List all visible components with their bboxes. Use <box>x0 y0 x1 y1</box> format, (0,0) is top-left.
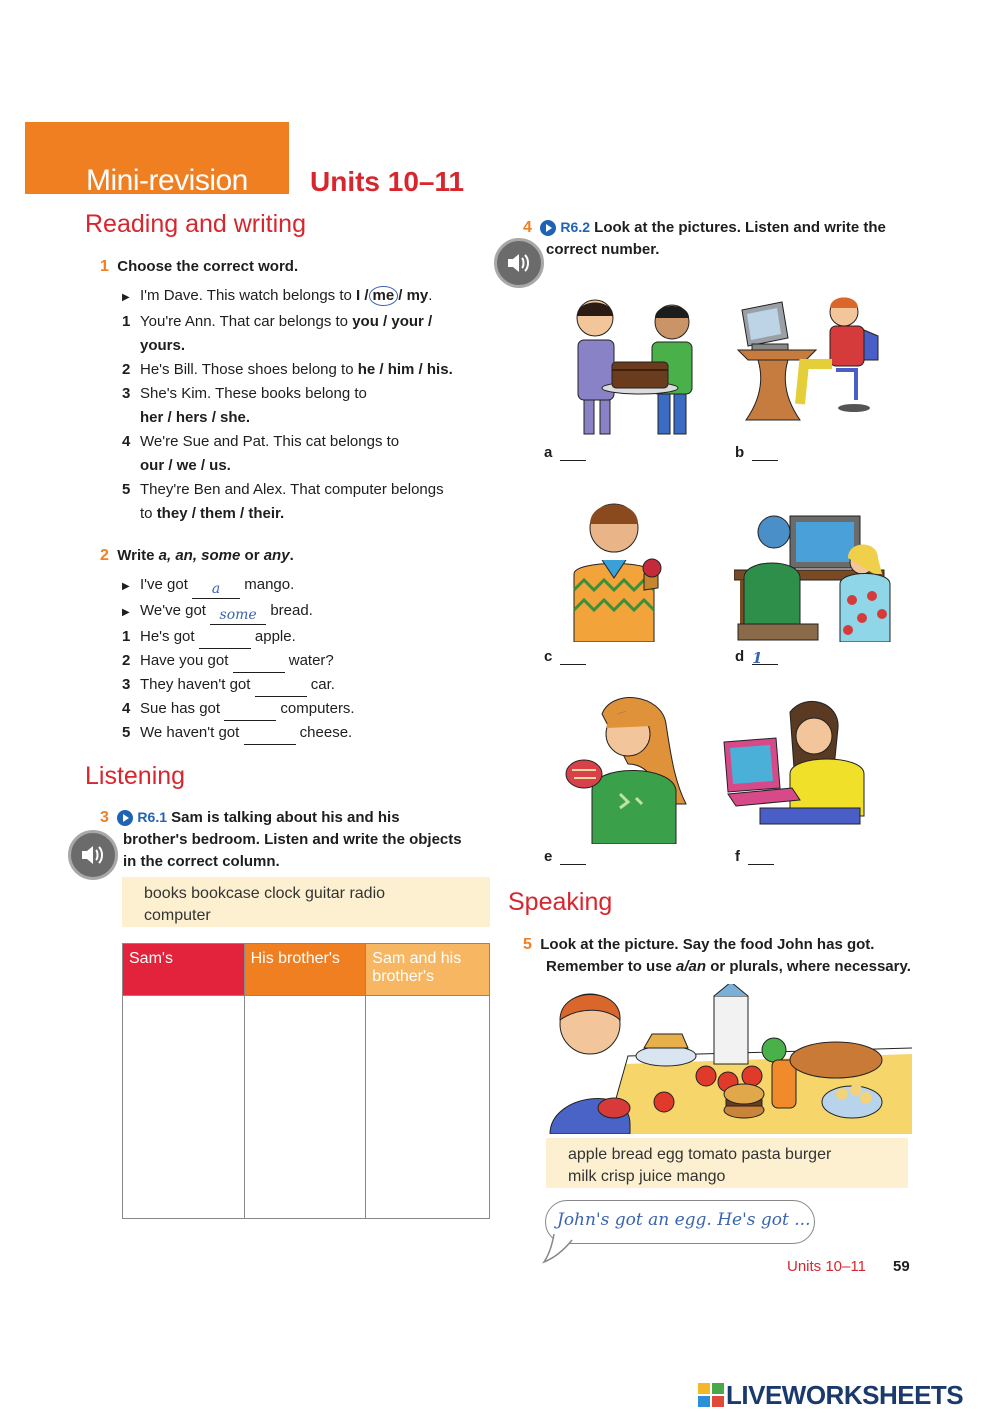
picture-e-answer-field[interactable] <box>560 851 586 865</box>
ex2-answer-example-2: some <box>210 607 266 625</box>
picture-a-label: a <box>544 444 586 461</box>
listening-heading: Listening <box>85 762 186 790</box>
ex2-example-1: ▶ I've got a mango. <box>122 576 295 597</box>
speech-bubble-tail <box>540 1234 580 1264</box>
column-header-both: Sam and his brother's <box>366 944 490 996</box>
liveworksheets-watermark[interactable]: LIVEWORKSHEETS <box>726 1380 964 1410</box>
ex1-instruction: Choose the correct word. <box>117 258 299 275</box>
column-sams-cell[interactable] <box>123 996 245 1219</box>
track-play-icon <box>117 810 133 826</box>
liveworksheets-logo-icon <box>698 1383 724 1407</box>
ex2-example-2: ▶ We've got some bread. <box>122 602 313 623</box>
exercise-2: 2 Write a, an, some or any. <box>100 547 294 564</box>
exercise-5: 5 Look at the picture. Say the food John has got. Remember to use a/an or plurals, where necessary. <box>523 936 911 975</box>
ex1-item-5: 5 They're Ben and Alex. That computer belongs <box>122 481 444 498</box>
ex1-item-4-cont: our / we / us. <box>140 457 231 474</box>
ex3-columns-table <box>122 943 490 1219</box>
ex2-item-4: 4 Sue has got computers. <box>122 697 355 721</box>
ex2-item-2: 2 Have you got water? <box>122 649 355 673</box>
picture-a-answer-field[interactable] <box>560 447 586 461</box>
picture-d-label: d 1 <box>735 648 778 665</box>
ex5-word-box: apple bread egg tomato pasta burger milk crisp juice mango <box>546 1138 908 1188</box>
ex1-item-3: 3 She's Kim. These books belong to <box>122 385 367 402</box>
ex1-item-1-cont: yours. <box>140 337 186 354</box>
picture-f-girl-laptop <box>720 698 870 834</box>
ex2-item-5: 5 We haven't got cheese. <box>122 721 355 745</box>
ex2-items <box>122 573 355 745</box>
column-brothers-cell[interactable] <box>244 996 366 1219</box>
picture-john-food <box>546 984 912 1134</box>
picture-c-answer-field[interactable] <box>560 651 586 665</box>
speaking-heading: Speaking <box>508 888 613 916</box>
banner-title: Mini-revision <box>86 164 248 197</box>
exercise-1 <box>100 256 298 278</box>
footer-units: Units 10–11 <box>787 1258 866 1275</box>
picture-c-boy-cupcake <box>562 494 677 642</box>
picture-c-label: c <box>544 648 586 665</box>
picture-d-answer-field[interactable]: 1 <box>752 651 778 665</box>
reading-writing-heading: Reading and writing <box>85 210 306 238</box>
ex1-example: ▶ I'm Dave. This watch belongs to I / me / my. <box>122 284 453 310</box>
ex1-item-1: 1 You're Ann. That car belongs to you / your / <box>122 313 433 330</box>
ex2-item-1: 1 He's got apple. <box>122 625 355 649</box>
ex1-number: 1 <box>100 258 109 275</box>
example-arrow-icon: ▶ <box>122 607 130 618</box>
column-header-brothers: His brother's <box>244 944 366 996</box>
example-arrow-icon: ▶ <box>122 581 130 592</box>
exercise-4: 4 R6.2 Look at the pictures. Listen and write the correct number. <box>523 219 886 258</box>
picture-b-label: b <box>735 444 778 461</box>
ex2-answer-field-5[interactable] <box>244 727 296 745</box>
picture-d-children-computer <box>734 508 904 642</box>
ex1-items <box>122 284 453 526</box>
picture-e-label: e <box>544 848 586 865</box>
column-header-sams: Sam's <box>123 944 245 996</box>
picture-b-boy-computer <box>732 290 882 426</box>
page-number: 59 <box>893 1258 910 1275</box>
picture-b-answer-field[interactable] <box>752 447 778 461</box>
ex2-answer-field-3[interactable] <box>255 679 307 697</box>
ex2-answer-example-1: a <box>192 581 240 599</box>
picture-a-children-cake <box>560 288 710 436</box>
column-both-cell[interactable] <box>366 996 490 1219</box>
picture-e-girl-sandwich <box>562 694 692 844</box>
ex2-answer-field-4[interactable] <box>224 703 276 721</box>
ex2-answer-field-1[interactable] <box>199 631 251 649</box>
circled-answer: me <box>369 286 399 306</box>
picture-f-label: f <box>735 848 774 865</box>
units-title: Units 10–11 <box>310 166 465 197</box>
ex1-item-2: 2 He's Bill. Those shoes belong to he / him / his. <box>122 361 453 378</box>
exercise-3: 3 R6.1 Sam is talking about his and his brother's bedroom. Listen and write the objects in the correct column. <box>100 809 462 870</box>
example-arrow-icon: ▶ <box>122 292 130 303</box>
ex2-item-3: 3 They haven't got car. <box>122 673 355 697</box>
ex1-item-4: 4 We're Sue and Pat. This cat belongs to <box>122 433 400 450</box>
speech-bubble-text: John's got an egg. He's got ... <box>557 1210 811 1230</box>
ex3-word-box: books bookcase clock guitar radio computer <box>122 877 490 927</box>
ex2-answer-field-2[interactable] <box>233 655 285 673</box>
picture-f-answer-field[interactable] <box>748 851 774 865</box>
ex1-item-3-cont: her / hers / she. <box>140 409 251 426</box>
track-play-icon <box>540 220 556 236</box>
ex1-item-5-cont: to they / them / their. <box>140 505 285 522</box>
